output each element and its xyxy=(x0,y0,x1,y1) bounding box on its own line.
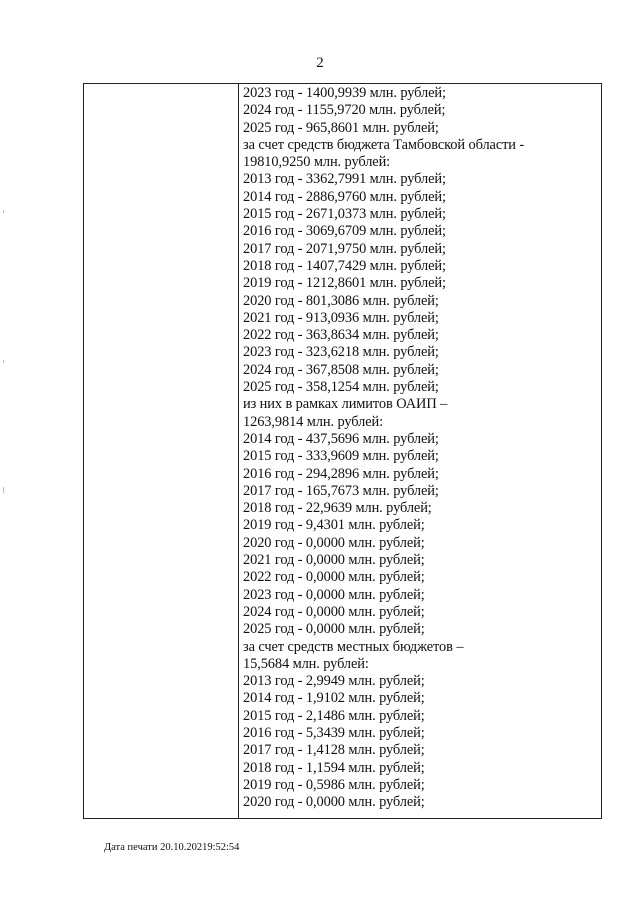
funding-line: 2025 год - 0,0000 млн. рублей; xyxy=(243,621,425,638)
print-date: Дата печати 20.10.20219:52:54 xyxy=(104,842,240,853)
funding-line: 2023 год - 323,6218 млн. рублей; xyxy=(243,344,439,361)
funding-line: 2015 год - 2671,0373 млн. рублей; xyxy=(243,206,446,223)
funding-line: 2020 год - 0,0000 млн. рублей; xyxy=(243,794,425,811)
funding-line: 2018 год - 1407,7429 млн. рублей; xyxy=(243,257,446,274)
funding-line: 2019 год - 1212,8601 млн. рублей; xyxy=(243,275,446,292)
funding-line: за счет средств местных бюджетов – xyxy=(243,638,464,655)
funding-line: 2023 год - 1400,9939 млн. рублей; xyxy=(243,85,446,101)
funding-line: 2017 год - 165,7673 млн. рублей; xyxy=(243,482,439,499)
funding-line: 2023 год - 0,0000 млн. рублей; xyxy=(243,586,425,603)
funding-line: 2022 год - 363,8634 млн. рублей; xyxy=(243,327,439,344)
funding-line: 2020 год - 801,3086 млн. рублей; xyxy=(243,292,439,309)
funding-line: 2025 год - 358,1254 млн. рублей; xyxy=(243,379,439,396)
funding-line: 2015 год - 2,1486 млн. рублей; xyxy=(243,707,425,724)
table-left-cell xyxy=(84,84,239,818)
funding-line: 2014 год - 437,5696 млн. рублей; xyxy=(243,430,439,447)
funding-line: 2013 год - 2,9949 млн. рублей; xyxy=(243,673,425,690)
funding-line: 19810,9250 млн. рублей: xyxy=(243,154,391,171)
funding-line: 2014 год - 2886,9760 млн. рублей; xyxy=(243,188,446,205)
margin-scan-mark xyxy=(3,360,4,363)
margin-scan-mark xyxy=(3,210,4,213)
funding-line: 2016 год - 5,3439 млн. рублей; xyxy=(243,724,425,741)
funding-line: 2021 год - 913,0936 млн. рублей; xyxy=(243,309,439,326)
funding-line: 2017 год - 2071,9750 млн. рублей; xyxy=(243,240,446,257)
funding-details-cell xyxy=(243,85,597,818)
funding-line: 2015 год - 333,9609 млн. рублей; xyxy=(243,448,439,465)
funding-line: 15,5684 млн. рублей: xyxy=(243,655,369,672)
funding-line: 2024 год - 0,0000 млн. рублей; xyxy=(243,603,425,620)
funding-line: 1263,9814 млн. рублей: xyxy=(243,413,383,430)
funding-line: 2018 год - 22,9639 млн. рублей; xyxy=(243,500,432,517)
funding-line: 2022 год - 0,0000 млн. рублей; xyxy=(243,569,425,586)
funding-line: 2020 год - 0,0000 млн. рублей; xyxy=(243,534,425,551)
funding-line: 2019 год - 0,5986 млн. рублей; xyxy=(243,776,425,793)
funding-table xyxy=(83,83,602,819)
funding-line: 2017 год - 1,4128 млн. рублей; xyxy=(243,742,425,759)
funding-line: 2018 год - 1,1594 млн. рублей; xyxy=(243,759,425,776)
funding-line: 2021 год - 0,0000 млн. рублей; xyxy=(243,552,425,569)
funding-line: из них в рамках лимитов ОАИП – xyxy=(243,396,448,413)
funding-line: 2019 год - 9,4301 млн. рублей; xyxy=(243,517,425,534)
funding-line: 2024 год - 367,8508 млн. рублей; xyxy=(243,361,439,378)
funding-line: 2016 год - 294,2896 млн. рублей; xyxy=(243,465,439,482)
funding-line: 2025 год - 965,8601 млн. рублей; xyxy=(243,119,439,136)
page-number: 2 xyxy=(316,55,324,71)
funding-line: 2013 год - 3362,7991 млн. рублей; xyxy=(243,171,446,188)
funding-line: 2024 год - 1155,9720 млн. рублей; xyxy=(243,102,446,119)
funding-line: 2016 год - 3069,6709 млн. рублей; xyxy=(243,223,446,240)
margin-scan-mark xyxy=(3,487,4,493)
funding-line: за счет средств бюджета Тамбовской области - xyxy=(243,136,525,153)
funding-line: 2014 год - 1,9102 млн. рублей; xyxy=(243,690,425,707)
